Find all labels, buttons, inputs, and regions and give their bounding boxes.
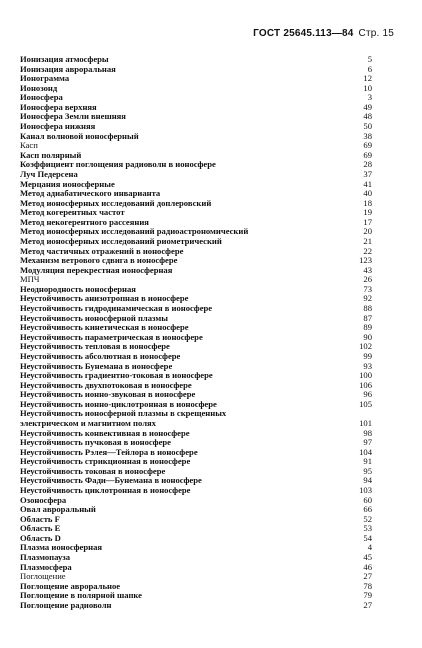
index-term: Ионосфера [20, 92, 63, 103]
index-page-number: 5 [367, 54, 372, 64]
index-page-number: 45 [363, 552, 372, 563]
index-term: Неустойчивость конвективная в ионосфере [20, 427, 190, 438]
index-page-number: 37 [363, 168, 372, 179]
index-entry [20, 505, 372, 515]
index-term: Ионограмма [20, 73, 70, 84]
index-page-number: 53 [363, 523, 372, 534]
index-page-number: 18 [363, 197, 372, 208]
index-page-number: 54 [363, 532, 372, 543]
index-entry [20, 524, 372, 534]
index-entry [20, 84, 372, 94]
index-page-number: 6 [367, 63, 372, 74]
index-term: Модуляция перекрестная ионосферная [20, 264, 173, 275]
index-term: Касп полярный [20, 149, 82, 160]
index-entry [20, 601, 372, 611]
index-page-number: 100 [359, 370, 372, 381]
index-term: Озоносфера [20, 494, 67, 505]
index-term: Неустойчивость Фади—Бунемана в ионосфере [20, 475, 202, 486]
index-term: Неустойчивость гидродинамическая в ионосфере [20, 303, 213, 314]
index-term: Плазма ионосферная [20, 542, 103, 553]
index-term: Неустойчивость тепловая в ионосфере [20, 341, 170, 352]
index-page-number: 38 [363, 130, 372, 141]
index-page-number: 49 [363, 101, 372, 112]
index-term: Плазмопауза [20, 552, 71, 563]
index-page-number: 19 [363, 207, 372, 218]
index-page-number: 20 [363, 226, 372, 237]
index-page-number: 27 [363, 599, 372, 610]
index-page-number: 22 [363, 245, 372, 256]
index-entry [20, 266, 372, 276]
index-page-number: 94 [363, 475, 372, 486]
index-term: Ионосфера верхняя [20, 101, 97, 112]
index-entry [20, 553, 372, 563]
index-term: Неустойчивость Бунемана в ионосфере [20, 360, 173, 371]
index-term: Метод адиабатического инварианта [20, 188, 161, 199]
index-page-number: 48 [363, 111, 372, 122]
index-page-number: 41 [363, 178, 372, 189]
index-term: Неустойчивость ионосферной плазмы [20, 312, 168, 323]
index-term: Метод ионосферных исследований риометрический [20, 235, 222, 246]
index-page-number: 99 [363, 350, 372, 361]
index-entry [20, 65, 372, 75]
index-term: Метод когерентных частот [20, 207, 125, 218]
index-page-number: 4 [367, 542, 372, 553]
index-term: Ионосфера нижняя [20, 121, 96, 132]
index-page-number: 60 [363, 494, 372, 505]
index-page-number: 50 [363, 121, 372, 132]
index-page-number: 46 [363, 561, 372, 572]
index-entry [20, 132, 372, 142]
term-index [20, 55, 372, 611]
index-term: Ионосфера Земли внешняя [20, 111, 126, 122]
page-header [253, 28, 394, 39]
index-term: Неустойчивость ионно-звуковая в ионосфере [20, 389, 196, 400]
index-term: Поглощение радиоволн [20, 599, 112, 610]
index-page-number: 105 [359, 398, 372, 409]
index-term: Область E [20, 523, 61, 534]
index-page-number: 21 [363, 235, 372, 246]
index-page-number: 104 [359, 446, 372, 457]
index-term: Метод ионосферных исследований доплеровский [20, 197, 212, 208]
standard-number: ГОСТ 25645.113—84 [253, 28, 354, 39]
index-entry [20, 74, 372, 84]
index-entry [20, 486, 372, 496]
index-page-number: 73 [363, 283, 372, 294]
index-term: Коэффициент поглощения радиоволн в ионосфере [20, 159, 216, 170]
index-page-number: 92 [363, 293, 372, 304]
index-term: электрическом и магнитном полях [20, 417, 156, 428]
index-page-number: 101 [359, 417, 372, 428]
index-page-number: 78 [363, 580, 372, 591]
index-page-number: 69 [363, 140, 372, 151]
index-term: Неустойчивость анизотропная в ионосфере [20, 293, 189, 304]
index-term: Неустойчивость пучковая в ионосфере [20, 437, 171, 448]
index-page-number: 17 [363, 216, 372, 227]
index-term: МПЧ [20, 274, 40, 285]
index-page-number: 95 [363, 465, 372, 476]
index-term: Неустойчивость циклотронная в ионосфере [20, 485, 191, 496]
index-entry [20, 515, 372, 525]
index-term: Неустойчивость стрикционная в ионосфере [20, 456, 191, 467]
index-term: Неоднородность ионосферная [20, 283, 136, 294]
index-page-number: 91 [363, 456, 372, 467]
index-term: Неустойчивость токовая в ионосфере [20, 465, 166, 476]
index-term: Неустойчивость параметрическая в ионосфере [20, 331, 203, 342]
index-term: Ионизация атмосферы [20, 54, 109, 64]
index-term: Мерцания ионосферные [20, 178, 115, 189]
index-term: Поглощение авроральное [20, 580, 121, 591]
index-page-number: 106 [359, 379, 372, 390]
index-page-number: 3 [367, 92, 372, 103]
index-page-number: 93 [363, 360, 372, 371]
index-term: Неустойчивость кинетическая в ионосфере [20, 322, 189, 333]
index-term: Плазмосфера [20, 561, 72, 572]
index-term: Ионозонд [20, 82, 58, 93]
index-entry [20, 563, 372, 573]
index-term: Канал волновой ионосферный [20, 130, 139, 141]
index-page-number: 28 [363, 159, 372, 170]
index-page-number: 97 [363, 437, 372, 448]
index-page-number: 123 [359, 255, 372, 266]
index-term: Поглощение в полярной шапке [20, 590, 142, 601]
index-term: Овал авроральный [20, 504, 96, 515]
index-page-number: 102 [359, 341, 372, 352]
index-term: Неустойчивость ионно-циклотронная в ионосфере [20, 398, 217, 409]
index-page-number: 27 [363, 571, 372, 582]
index-term: Касп [20, 140, 38, 151]
index-page-number: 96 [363, 389, 372, 400]
page-number: Стр. 15 [358, 28, 394, 39]
index-page-number: 10 [363, 82, 372, 93]
index-page-number: 66 [363, 504, 372, 515]
index-term: Ионизация авроральная [20, 63, 116, 74]
index-term: Неустойчивость Рэлея—Тейлора в ионосфере [20, 446, 198, 457]
index-term: Луч Педерсена [20, 168, 78, 179]
index-page-number: 98 [363, 427, 372, 438]
index-term: Неустойчивость градиентно-токовая в ионосфере [20, 370, 213, 381]
index-page-number: 89 [363, 322, 372, 333]
index-page-number: 87 [363, 312, 372, 323]
index-term: Механизм ветрового сдвига в ионосфере [20, 255, 178, 266]
index-page-number: 88 [363, 303, 372, 314]
index-term: Поглощение [20, 571, 66, 582]
index-page-number: 103 [359, 485, 372, 496]
index-page-number: 26 [363, 274, 372, 285]
index-page-number: 52 [363, 513, 372, 524]
index-term: Область F [20, 513, 60, 524]
index-term: Метод частичных отражений в ионосфере [20, 245, 184, 256]
index-page-number: 90 [363, 331, 372, 342]
index-page-number: 40 [363, 188, 372, 199]
index-term: Метод ионосферных исследований радиоастрономический [20, 226, 249, 237]
index-term: Метод некогерентного рассеяния [20, 216, 149, 227]
index-term: Область D [20, 532, 61, 543]
index-term: Неустойчивость ионосферной плазмы в скрещенных [20, 408, 227, 419]
index-page-number: 12 [363, 73, 372, 84]
index-page-number: 43 [363, 264, 372, 275]
index-term: Неустойчивость абсолютная в ионосфере [20, 350, 181, 361]
index-page-number: 69 [363, 149, 372, 160]
index-page-number: 79 [363, 590, 372, 601]
index-term: Неустойчивость двухпотоковая в ионосфере [20, 379, 192, 390]
index-entry [20, 543, 372, 553]
